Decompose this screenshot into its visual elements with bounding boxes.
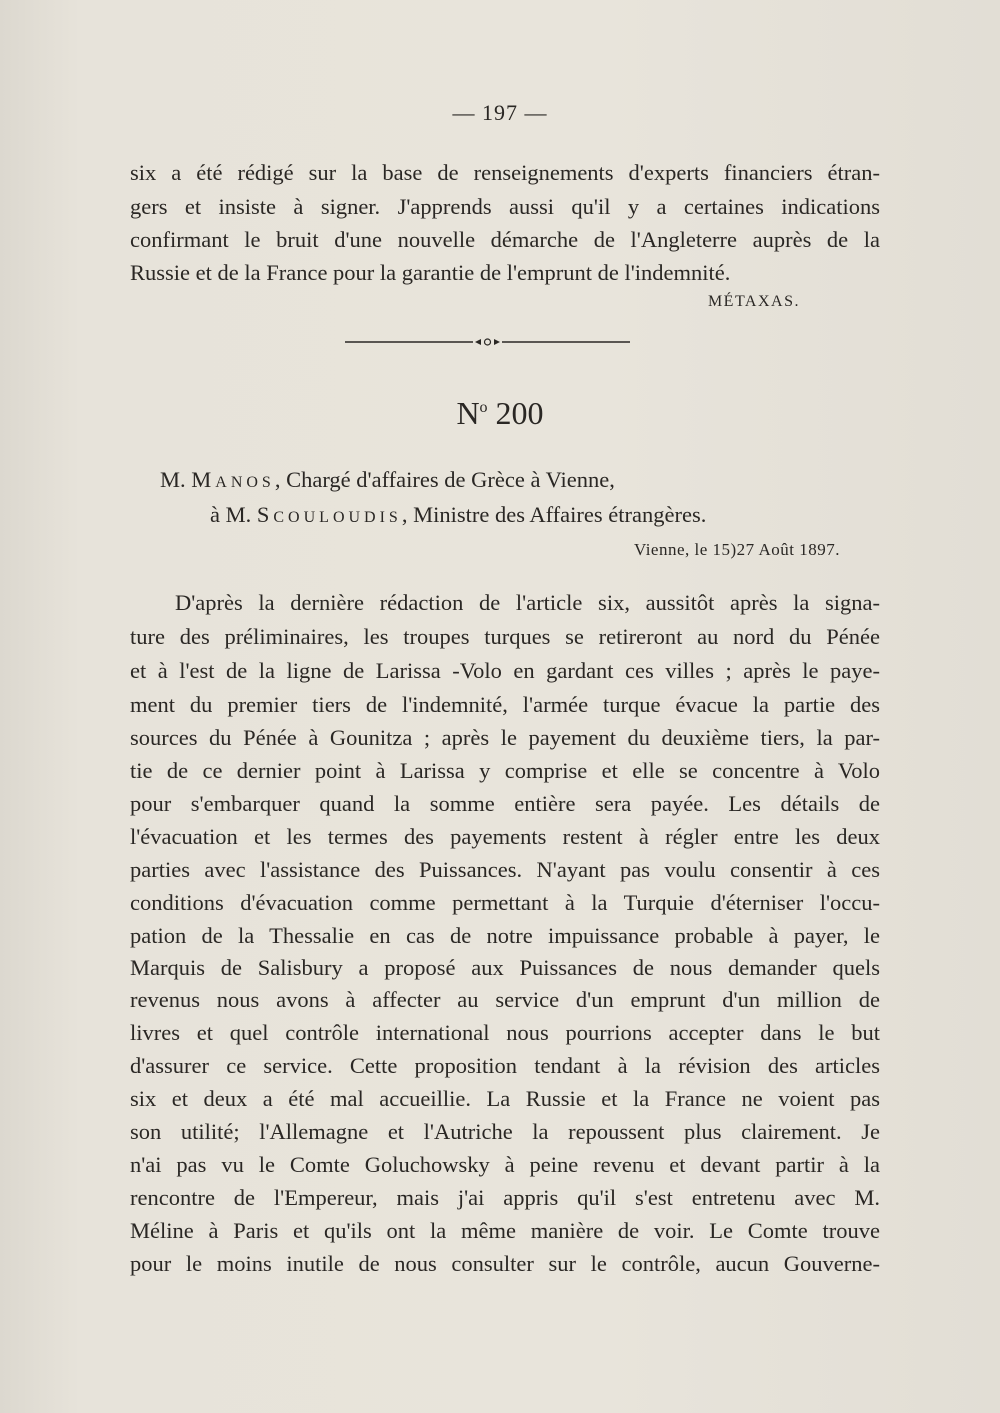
number-value: 200: [495, 395, 544, 431]
recipient-line: [210, 500, 706, 530]
text-line: ture des préliminaires, les troupes turques se retireront au nord du Pénée: [130, 624, 880, 649]
text-line: Méline à Paris et qu'ils ont la même manière de voir. Le Comte trouve: [130, 1218, 880, 1243]
text-line: D'après la dernière rédaction de l'article six, aussitôt après la signa-: [175, 590, 880, 615]
recipient-name: Scouloudis: [256, 502, 402, 527]
document-number: [0, 395, 1000, 432]
previous-signature: MÉTAXAS.: [707, 293, 800, 310]
text-line: pour s'embarquer quand la somme entière sera payée. Les détails de: [130, 791, 880, 816]
text-line: sources du Pénée à Gounitza ; après le payement du deuxième tiers, la par-: [130, 725, 880, 750]
text-line: six a été rédigé sur la base de renseignements d'experts financiers étran-: [130, 160, 880, 185]
sender-name: Manos: [191, 467, 275, 492]
text-line: tie de ce dernier point à Larissa y comprise et elle se concentre à Volo: [130, 758, 880, 783]
text-line: gers et insiste à signer. J'apprends aussi qu'il y a certaines indications: [130, 194, 880, 219]
number-prefix: N: [456, 395, 480, 431]
sender-prefix: M.: [160, 467, 192, 492]
text-line: revenus nous avons à affecter au service d'un emprunt d'un million de: [130, 987, 880, 1012]
text-line: pour le moins inutile de nous consulter sur le contrôle, aucun Gouverne-: [130, 1251, 880, 1276]
text-line: Russie et de la France pour la garantie de l'emprunt de l'indemnité.: [130, 260, 731, 285]
sender-title: , Chargé d'affaires de Grèce à Vienne,: [274, 467, 615, 492]
recipient-title: , Ministre des Affaires étrangères.: [401, 502, 707, 527]
text-line: son utilité; l'Allemagne et l'Autriche la repoussent plus clairement. Je: [130, 1119, 880, 1144]
text-line: conditions d'évacuation comme permettant à la Turquie d'éterniser l'occu-: [130, 890, 880, 915]
text-line: ment du premier tiers de l'indemnité, l'armée turque évacue la partie des: [130, 692, 880, 717]
text-line: livres et quel contrôle international nous pourrions accepter dans le but: [130, 1020, 880, 1045]
number-suffix: o: [479, 399, 488, 416]
text-line: et à l'est de la ligne de Larissa -Volo en gardant ces villes ; après le paye-: [130, 658, 880, 683]
text-line: parties avec l'assistance des Puissances. N'ayant pas voulu consentir à ces: [130, 857, 880, 882]
text-line: n'ai pas vu le Comte Goluchowsky à peine revenu et devant partir à la: [130, 1152, 880, 1177]
text-line: Marquis de Salisbury a proposé aux Puissances de nous demander quels: [130, 955, 880, 980]
text-line: l'évacuation et les termes des payements restent à régler entre les deux: [130, 824, 880, 849]
page-number: — 197 —: [452, 100, 548, 125]
text-line: confirmant le bruit d'une nouvelle démarche de l'Angleterre auprès de la: [130, 227, 880, 252]
dateline: Vienne, le 15)27 Août 1897.: [633, 540, 840, 559]
section-divider-ornament: [345, 335, 630, 349]
text-line: six et deux a été mal accueillie. La Russie et la France ne voient pas: [130, 1086, 880, 1111]
text-line: rencontre de l'Empereur, mais j'ai appris qu'il s'est entretenu avec M.: [130, 1185, 880, 1210]
sender-line: [160, 465, 615, 495]
text-line: d'assurer ce service. Cette proposition tendant à la révision des articles: [130, 1053, 880, 1078]
recipient-prefix: à M.: [210, 502, 257, 527]
text-line: pation de la Thessalie en cas de notre impuissance probable à payer, le: [130, 923, 880, 948]
